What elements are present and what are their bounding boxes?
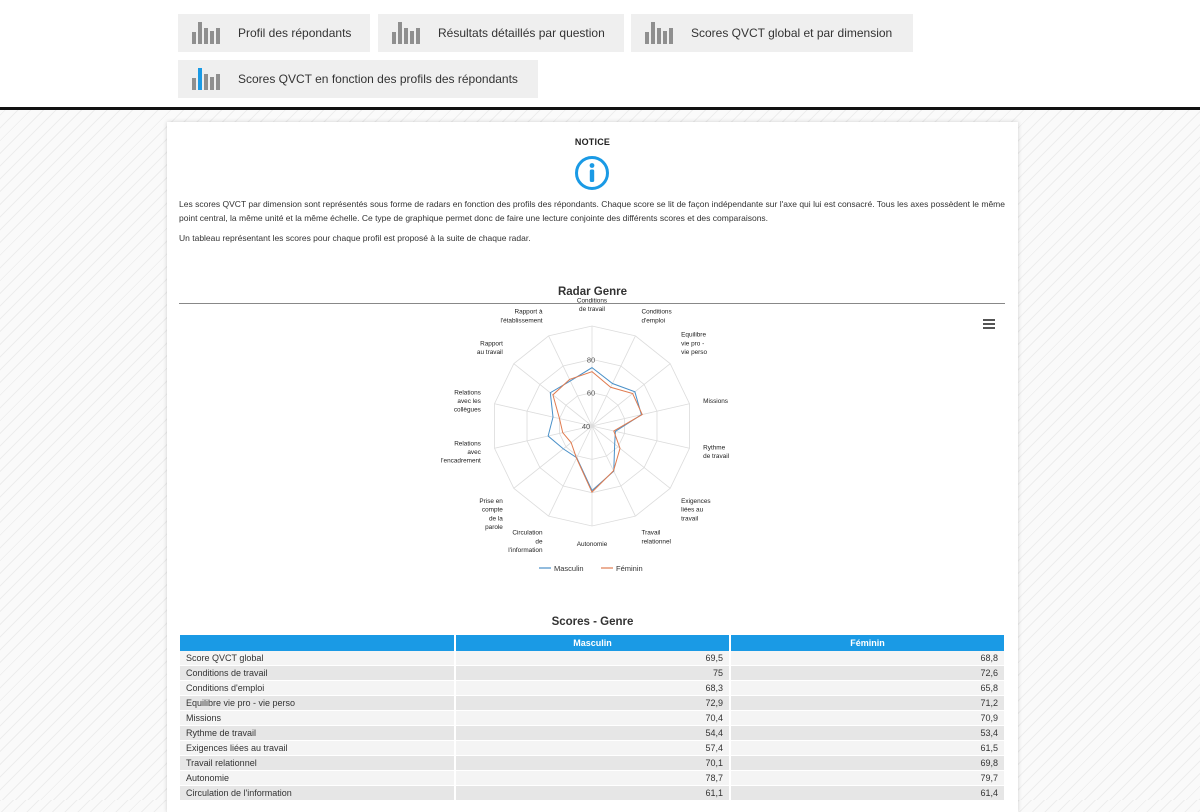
table-row [180, 666, 1005, 681]
legend-item: Masculin [554, 564, 584, 573]
feminin-value: 72,6 [730, 666, 1005, 681]
table-header-cell [180, 635, 455, 651]
notice-paragraph: Les scores QVCT par dimension sont représentés sous forme de radars en fonction des profils des répondants. Chaque score se lit de façon indépendante sur l'axe qui lui est consacré. Tous les axes possèdent le même point central, la même unité et la même échelle. Ce type de graphique permet donc de faire une lecture conjointe des différents scores et des comparaisons. [179, 199, 1005, 223]
grid-spoke [592, 336, 635, 426]
axis-label: Rapport à l'établissement [500, 308, 543, 325]
table-title: Scores - Genre [551, 616, 634, 628]
axis-label: Circulation de l'information [508, 529, 543, 554]
masculin-value: 61,1 [455, 786, 730, 801]
row-label: Conditions d'emploi [180, 681, 455, 696]
axis-label: Equilibre vie pro -vie perso [681, 331, 708, 356]
feminin-value: 79,7 [730, 771, 1005, 786]
notice-paragraph: Un tableau représentant les scores pour chaque profil est proposé à la suite de chaque radar. [179, 233, 531, 243]
table-row [180, 681, 1005, 696]
feminin-value: 71,2 [730, 696, 1005, 711]
table-row [180, 741, 1005, 756]
info-icon [574, 155, 610, 191]
feminin-value: 65,8 [730, 681, 1005, 696]
masculin-value: 72,9 [455, 696, 730, 711]
table-row [180, 651, 1005, 666]
row-label: Equilibre vie pro - vie perso [180, 696, 455, 711]
row-label: Missions [180, 711, 455, 726]
grid-spoke [592, 426, 670, 488]
grid-spoke [495, 404, 592, 426]
axis-label: Rapport au travail [476, 340, 503, 356]
bar-chart-icon [192, 22, 222, 44]
nav-button-scores-profils[interactable] [178, 60, 538, 98]
grid-spoke [495, 426, 592, 448]
feminin-value: 61,4 [730, 786, 1005, 801]
axis-label: Rythme de travail [703, 444, 730, 461]
table-row [180, 786, 1005, 801]
masculin-value: 75 [455, 666, 730, 681]
nav-button-scores-global[interactable] [631, 14, 913, 52]
notice-title: NOTICE [574, 137, 611, 147]
axis-label: Travail relationnel [641, 529, 671, 546]
axis-label: Relations avec l'encadrement [440, 440, 481, 465]
row-label: Conditions de travail [180, 666, 455, 681]
axis-label: Conditions de travail [576, 297, 608, 313]
top-navigation [0, 0, 1200, 110]
feminin-value: 53,4 [730, 726, 1005, 741]
radar-series [548, 368, 642, 493]
nav-button-profil[interactable] [178, 14, 370, 52]
masculin-value: 70,4 [455, 711, 730, 726]
feminin-value: 70,9 [730, 711, 1005, 726]
table-row [180, 756, 1005, 771]
scores-table [180, 635, 1006, 801]
feminin-value: 68,8 [730, 651, 1005, 666]
table-row [180, 771, 1005, 786]
masculin-value: 78,7 [455, 771, 730, 786]
radar-chart [167, 297, 1018, 590]
nav-button-label: Scores QVCT global et par dimension [691, 26, 893, 40]
grid-spoke [592, 364, 670, 426]
bar-chart-icon [645, 22, 675, 44]
axis-label: Prise en compte de la parole [479, 498, 503, 531]
row-label: Autonomie [180, 771, 455, 786]
radial-tick-label: 40 [581, 422, 591, 431]
axis-label: Relations avec les collègues [453, 389, 481, 414]
table-row [180, 711, 1005, 726]
nav-button-label: Profil des répondants [238, 26, 352, 40]
axis-label: Autonomie [576, 541, 608, 548]
feminin-value: 69,8 [730, 756, 1005, 771]
grid-spoke [592, 426, 689, 448]
nav-button-label: Résultats détaillés par question [438, 26, 605, 40]
radial-tick-label: 60 [586, 388, 596, 398]
table-header-cell[interactable]: Masculin [455, 635, 730, 651]
grid-spoke [549, 426, 592, 516]
table-row [180, 696, 1005, 711]
table-header-row [180, 635, 1005, 651]
nav-button-resultats[interactable] [378, 14, 624, 52]
row-label: Rythme de travail [180, 726, 455, 741]
feminin-value: 61,5 [730, 741, 1005, 756]
row-label: Score QVCT global [180, 651, 455, 666]
table-row [180, 726, 1005, 741]
bar-chart-icon [192, 68, 222, 90]
notice-text [179, 197, 1005, 251]
bar-chart-icon [392, 22, 422, 44]
axis-label: Missions [703, 398, 729, 406]
axis-label: Exigences liées au travail [681, 498, 711, 523]
row-label: Circulation de l'information [180, 786, 455, 801]
masculin-value: 70,1 [455, 756, 730, 771]
masculin-value: 57,4 [455, 741, 730, 756]
masculin-value: 68,3 [455, 681, 730, 696]
table-header-cell[interactable]: Féminin [730, 635, 1005, 651]
row-label: Travail relationnel [180, 756, 455, 771]
masculin-value: 69,5 [455, 651, 730, 666]
axis-label: Conditions d'emploi [641, 308, 672, 325]
content-panel [167, 122, 1018, 812]
legend-item: Féminin [616, 564, 643, 573]
row-label: Exigences liées au travail [180, 741, 455, 756]
grid-spoke [514, 426, 592, 488]
radial-tick-label: 80 [586, 355, 596, 365]
radar-legend [539, 564, 643, 573]
masculin-value: 54,4 [455, 726, 730, 741]
radar-title: Radar Genre [557, 286, 628, 298]
nav-button-label: Scores QVCT en fonction des profils des répondants [238, 72, 518, 86]
